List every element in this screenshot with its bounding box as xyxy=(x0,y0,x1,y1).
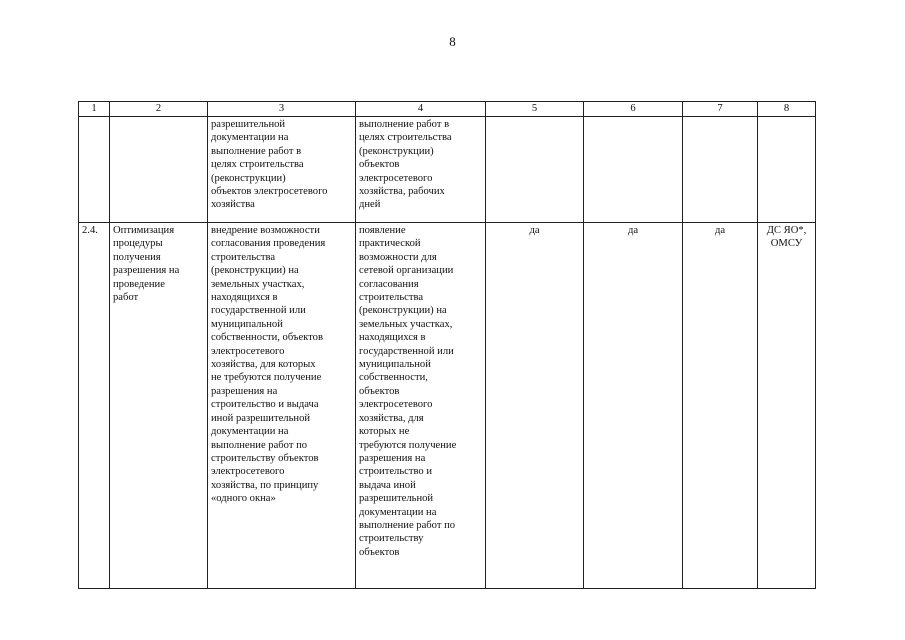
plan-table xyxy=(78,101,816,589)
text-line: которых не xyxy=(359,426,410,438)
text-line: объектов xyxy=(359,385,400,397)
text-line: документации на xyxy=(211,426,289,438)
text-line: муниципальной xyxy=(359,359,431,371)
text-line: дней xyxy=(359,199,381,211)
text-line: разрешения на xyxy=(211,385,278,397)
text-line: иной разрешительной xyxy=(211,412,311,424)
text-line: электросетевого xyxy=(211,466,285,478)
text-line: (реконструкции) xyxy=(359,145,434,157)
text-line: появление xyxy=(359,225,406,236)
text-line: строительству xyxy=(359,533,424,545)
text-line: разрешительной xyxy=(211,119,286,130)
text-line: объектов электросетевого xyxy=(211,186,328,198)
cell-col6 xyxy=(584,117,683,223)
text-line: (реконструкции) на xyxy=(359,305,447,317)
text-line: «одного окна» xyxy=(211,493,276,505)
text-line: документации на xyxy=(359,506,437,518)
text-line: требуются получение xyxy=(359,439,457,451)
text-line: строительству объектов xyxy=(211,452,319,464)
text-line: строительства xyxy=(359,292,424,304)
table-row-2-4 xyxy=(79,223,816,589)
text-line: хозяйства xyxy=(211,199,255,211)
header-cell-5: 5 xyxy=(486,102,584,117)
text-line: находящихся в xyxy=(359,332,426,344)
text-line: сетевой организации xyxy=(359,265,454,277)
text-line: разрешения на xyxy=(113,265,180,277)
text-line: хозяйства, по принципу xyxy=(211,479,319,491)
text-line: хозяйства, для которых xyxy=(211,359,316,371)
table-row-continuation xyxy=(79,117,816,223)
cell-responsible xyxy=(758,223,816,589)
text-line: хозяйства, рабочих xyxy=(359,186,445,198)
text-line: возможности для xyxy=(359,251,437,263)
header-row xyxy=(79,102,816,117)
text-line: разрешительной xyxy=(359,493,434,505)
cell-col5 xyxy=(486,117,584,223)
text-line: электросетевого xyxy=(359,399,433,411)
text-line: хозяйства, для xyxy=(359,412,424,424)
text-line: собственности, xyxy=(359,372,428,384)
text-line: внедрение возможности xyxy=(211,225,320,236)
text-line: выполнение работ по xyxy=(211,439,308,451)
text-line: целях строительства xyxy=(359,132,452,144)
text-line: объектов xyxy=(359,546,400,558)
text-line: находящихся в xyxy=(211,292,278,304)
text-line: электросетевого xyxy=(359,172,433,184)
text-line: (реконструкции) на xyxy=(211,265,299,277)
text-line: выдача иной xyxy=(359,479,416,491)
text-line: ДС ЯО*, xyxy=(766,225,807,236)
cell-measure xyxy=(110,223,208,589)
cell-col7 xyxy=(683,117,758,223)
header-cell-4: 4 xyxy=(356,102,486,117)
page-number: 8 xyxy=(449,34,456,49)
text-line: земельных участках, xyxy=(359,318,453,330)
text-line: строительство и xyxy=(359,466,433,478)
cell-number: 2.4. xyxy=(79,223,110,589)
text-line: собственности, объектов xyxy=(211,332,323,344)
text-line: муниципальной xyxy=(211,318,283,330)
text-line: объектов xyxy=(359,159,400,171)
text-line: выполнение работ в xyxy=(211,145,302,157)
cell-col6: да xyxy=(584,223,683,589)
text-line: не требуются получение xyxy=(211,372,322,384)
text-line: выполнение работ по xyxy=(359,519,456,531)
header-cell-8: 8 xyxy=(758,102,816,117)
header-cell-7: 7 xyxy=(683,102,758,117)
text-line: (реконструкции) xyxy=(211,172,286,184)
text-line: практической xyxy=(359,238,421,250)
cell-number xyxy=(79,117,110,223)
header-cell-3: 3 xyxy=(208,102,356,117)
text-line: строительство и выдача xyxy=(211,399,319,411)
text-line: государственной или xyxy=(359,345,454,357)
text-line: государственной или xyxy=(211,305,306,317)
cell-indicator xyxy=(356,223,486,589)
text-line: работ xyxy=(113,292,139,304)
text-line: документации на xyxy=(211,132,289,144)
text-line: согласования проведения xyxy=(211,238,326,250)
header-cell-2: 2 xyxy=(110,102,208,117)
text-line: получения xyxy=(113,251,161,263)
text-line: проведение xyxy=(113,278,165,290)
text-line: строительства xyxy=(211,251,276,263)
text-line: разрешения на xyxy=(359,452,426,464)
header-cell-1: 1 xyxy=(79,102,110,117)
text-line: Оптимизация xyxy=(113,225,175,236)
cell-col5: да xyxy=(486,223,584,589)
text-line: процедуры xyxy=(113,238,163,250)
cell-action xyxy=(208,117,356,223)
text-line: земельных участках, xyxy=(211,278,305,290)
text-line: выполнение работ в xyxy=(359,119,450,130)
text-line: согласования xyxy=(359,278,419,290)
cell-measure xyxy=(110,117,208,223)
header-cell-6: 6 xyxy=(584,102,683,117)
text-line: электросетевого xyxy=(211,345,285,357)
cell-indicator xyxy=(356,117,486,223)
text-line: целях строительства xyxy=(211,159,304,171)
cell-action xyxy=(208,223,356,589)
cell-col7: да xyxy=(683,223,758,589)
cell-responsible xyxy=(758,117,816,223)
text-line: ОМСУ xyxy=(770,238,803,250)
